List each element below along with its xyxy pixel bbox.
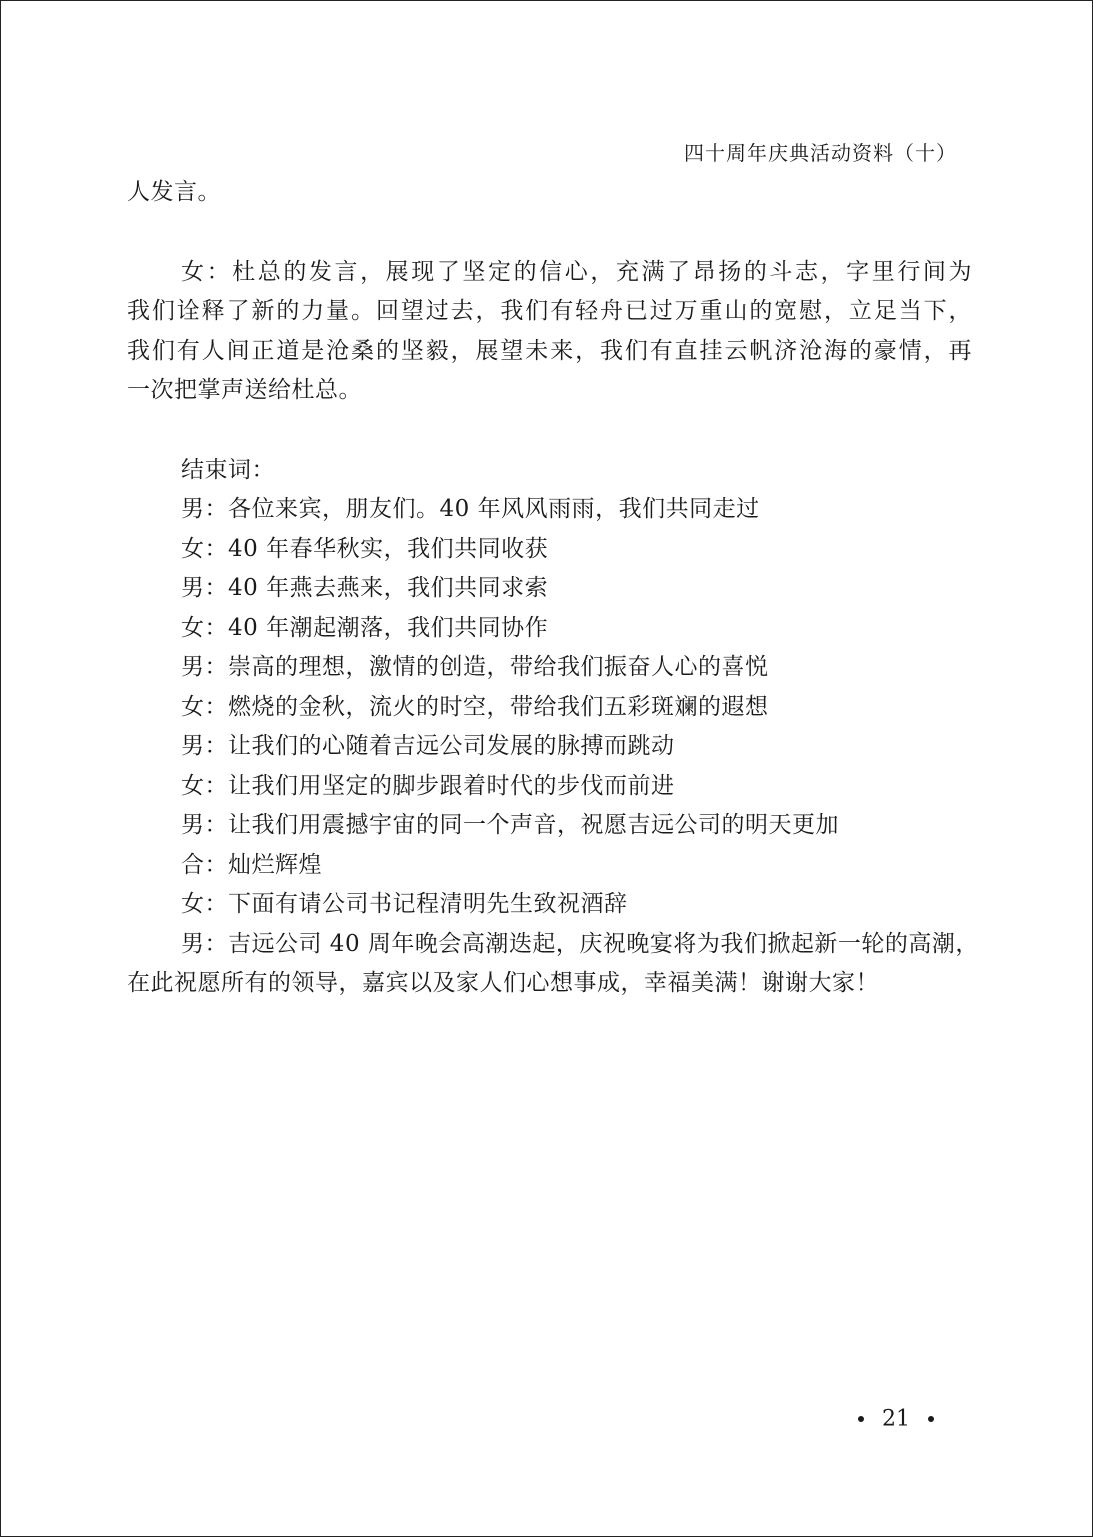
paragraph-line: 我们有人间正道是沧桑的坚毅，展望未来，我们有直挂云帆济沧海的豪情，再	[127, 338, 972, 364]
page-number	[840, 1406, 952, 1432]
dialogue-line: 女：40 年潮起潮落，我们共同协作	[181, 615, 549, 641]
dialogue-line: 合：灿烂辉煌	[181, 852, 322, 878]
paragraph-line: 一次把掌声送给杜总。	[127, 377, 362, 403]
section-heading: 结束词：	[181, 457, 275, 483]
paragraph-line: 我们诠释了新的力量。回望过去，我们有轻舟已过万重山的宽慰，立足当下，	[127, 298, 972, 324]
dialogue-line: 女：燃烧的金秋，流火的时空，带给我们五彩斑斓的遐想	[181, 694, 769, 720]
page-number-value: 21	[882, 1406, 910, 1432]
dialogue-line: 男：让我们用震撼宇宙的同一个声音，祝愿吉远公司的明天更加	[181, 812, 839, 838]
dialogue-line: 男：各位来宾，朋友们。40 年风风雨雨，我们共同走过	[181, 496, 760, 522]
dialogue-line: 女：40 年春华秋实，我们共同收获	[181, 536, 549, 562]
running-header: 四十周年庆典活动资料（十）	[684, 141, 957, 165]
dialogue-line: 男：崇高的理想，激情的创造，带给我们振奋人心的喜悦	[181, 654, 769, 680]
dialogue-line: 男：吉远公司 40 周年晚会高潮迭起，庆祝晚宴将为我们掀起新一轮的高潮，	[181, 931, 979, 957]
dialogue-line: 在此祝愿所有的领导，嘉宾以及家人们心想事成，幸福美满！谢谢大家！	[127, 970, 879, 996]
dialogue-line: 男：40 年燕去燕来，我们共同求索	[181, 575, 549, 601]
bullet-dot-icon	[858, 1416, 864, 1422]
dialogue-line: 男：让我们的心随着吉远公司发展的脉搏而跳动	[181, 733, 675, 759]
dialogue-line: 女：下面有请公司书记程清明先生致祝酒辞	[181, 891, 628, 917]
paragraph-line: 女：杜总的发言，展现了坚定的信心，充满了昂扬的斗志，字里行间为	[181, 259, 972, 285]
bullet-dot-icon	[928, 1416, 934, 1422]
paragraph-line: 人发言。	[127, 179, 221, 205]
dialogue-line: 女：让我们用坚定的脚步跟着时代的步伐而前进	[181, 773, 675, 799]
